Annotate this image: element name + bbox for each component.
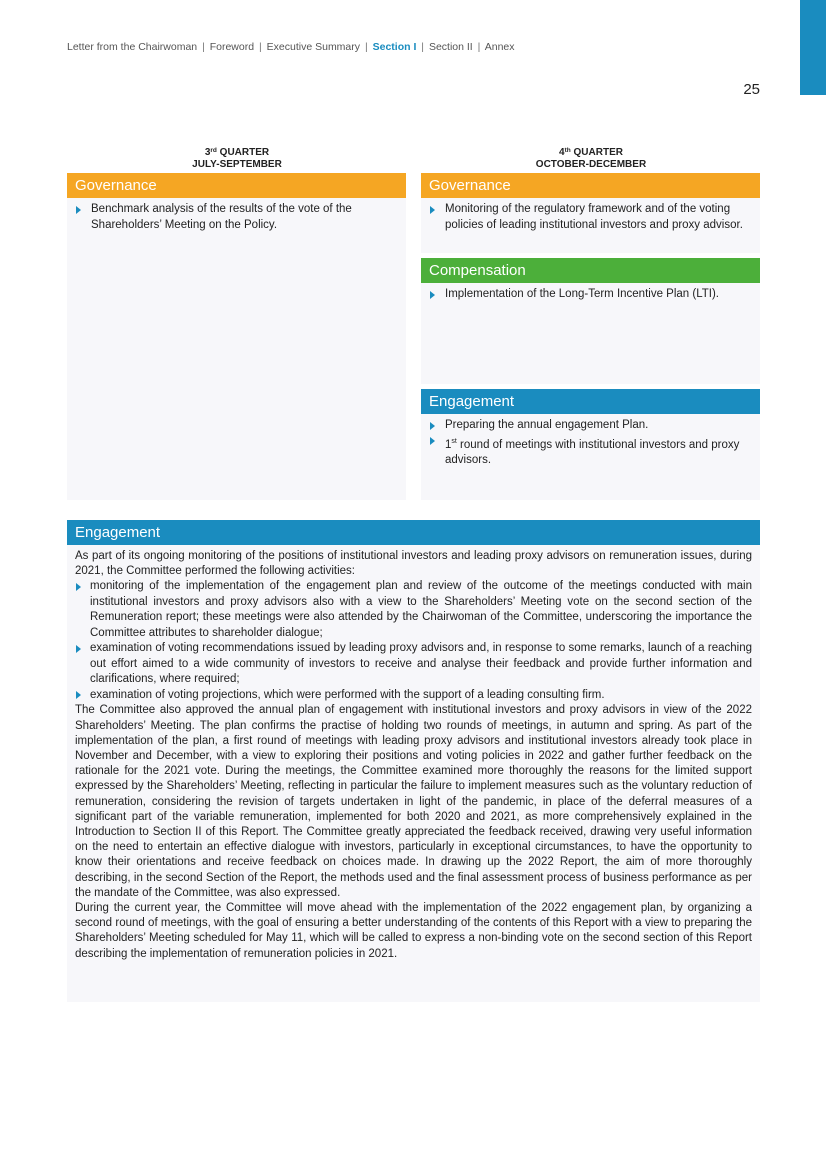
q4-compensation-block [421, 258, 760, 384]
q4-governance-list [421, 198, 760, 233]
round-number: 1 [445, 438, 452, 451]
q4-engagement-title: Engagement [421, 389, 760, 414]
q4-ordinal: 4 [559, 147, 565, 158]
breadcrumb-item-annex[interactable]: Annex [484, 41, 515, 53]
q4-engagement-list [421, 414, 760, 468]
list-item: Benchmark analysis of the results of the vote of the Shareholders’ Meeting on the Policy. [87, 202, 396, 233]
q3-heading [67, 147, 407, 171]
list-item: examination of voting projections, which were performed with the support of a leading consulting firm. [90, 688, 752, 704]
breadcrumb-separator: | [421, 41, 425, 53]
engagement-paragraph-1: The Committee also approved the annual plan of engagement with institutional investors and proxy advisors in view of the 2022 Shareholders’ Meeting. The plan confirms the practise of holding two rounds of meetings, in autumn and spring. As part of the implementation of the plan, a first round of meetings with leading proxy advisors and institutional investors already took place in November and December, with a view to exploring their positions and voting policies in 2022 and gather further feedback on the rationale for the 2021 vote. During the meetings, the Committee examined more thoroughly the reasons for the limited support expressed by the Shareholders’ Meeting, reflecting in particular the failure to implement measures such as the voluntary reduction of remuneration, considering the revision of targets undertaken in light of the pandemic, in place of the deferral measures of a significant part of the variable remuneration, implemented for both 2020 and 2021, as more comprehensively explained in the Introduction to Section II of this Report. The Committee greatly appreciated the feedback received, drawing very useful information on the need to entertain an effective dialogue with investors, particularly in exceptional circumstances, to have the opportunity to know their orientations and receive feedback on choices made. In drawing up the 2022 Report, the aim of more thoroughly describing, in the second Section of the Report, the methods used and the final assessment process of business performance as per the mandate of the Committee, was also expressed. [75, 704, 752, 899]
breadcrumb [67, 41, 515, 53]
q4-word: QUARTER [570, 147, 623, 158]
list-item: examination of voting recommendations issued by leading proxy advisors and, in response to some remarks, launch of a reaching out effort aimed to a wide community of investors to receive and analyse their feedback and provide further information and clarifications, where required; [90, 641, 752, 688]
list-item: monitoring of the implementation of the engagement plan and review of the outcome of the meetings conducted with main institutional investors and proxy advisors also with a view to the Shareholders’ Meeting vote on the second section of the Remuneration report; these meetings were also attended by the Chairwoman of the Committee, underscoring the importance the Committee attributes to shareholder dialogue; [90, 579, 752, 641]
engagement-activities-list [75, 579, 752, 703]
engagement-section-title: Engagement [67, 520, 760, 545]
list-item [441, 434, 750, 469]
breadcrumb-item-letter[interactable]: Letter from the Chairwoman [67, 41, 198, 53]
q4-governance-block [421, 173, 760, 253]
breadcrumb-separator: | [259, 41, 262, 53]
engagement-paragraph-2: During the current year, the Committee will move ahead with the implementation of the 2022 engagement plan, by organizing a second round of meetings, with the goal of ensuring a better understanding of the contents of this Report with a view to preparing the Shareholders’ Meeting scheduled for May 11, which will be called to express a non-binding vote on the second section of this Report describing the implementation of remuneration policies in 2021. [75, 902, 752, 960]
q3-months: JULY-SEPTEMBER [192, 159, 282, 170]
q4-months: OCTOBER-DECEMBER [535, 159, 647, 170]
list-item: Implementation of the Long-Term Incentive Plan (LTI). [441, 287, 750, 303]
page-number: 25 [743, 81, 760, 98]
breadcrumb-item-section-2[interactable]: Section II [428, 41, 473, 53]
breadcrumb-item-executive-summary[interactable]: Executive Summary [266, 41, 361, 53]
round-text: round of meetings with institutional investors and proxy advisors. [445, 438, 740, 466]
round-number-suffix: st [451, 437, 457, 445]
q4-compensation-title: Compensation [421, 258, 760, 283]
q3-governance-title: Governance [67, 173, 406, 198]
breadcrumb-item-section-1[interactable]: Section I [372, 41, 417, 53]
breadcrumb-item-foreword[interactable]: Foreword [209, 41, 255, 53]
q3-governance-list [67, 198, 406, 233]
q4-heading [421, 147, 761, 171]
q3-word: QUARTER [216, 147, 270, 158]
q4-governance-title: Governance [421, 173, 760, 198]
q3-ordinal: 3 [204, 147, 211, 158]
breadcrumb-separator: | [202, 41, 205, 53]
section-tab-marker [800, 0, 826, 95]
breadcrumb-separator: | [477, 41, 481, 53]
q4-compensation-list [421, 283, 760, 303]
breadcrumb-separator: | [364, 41, 368, 53]
engagement-intro: As part of its ongoing monitoring of the positions of institutional investors and leading proxy advisors on remuneration issues, during 2021, the Committee performed the following activities: [75, 550, 752, 578]
q3-ordinal-suffix: rd [210, 147, 217, 154]
engagement-section-body [67, 545, 760, 962]
q3-governance-block [67, 173, 406, 500]
list-item: Monitoring of the regulatory framework and of the voting policies of leading institutional investors and proxy advisor. [441, 202, 750, 233]
engagement-section [67, 520, 760, 1002]
q4-ordinal-suffix: th [564, 147, 571, 154]
list-item: Preparing the annual engagement Plan. [441, 418, 750, 434]
q4-engagement-block [421, 389, 760, 500]
